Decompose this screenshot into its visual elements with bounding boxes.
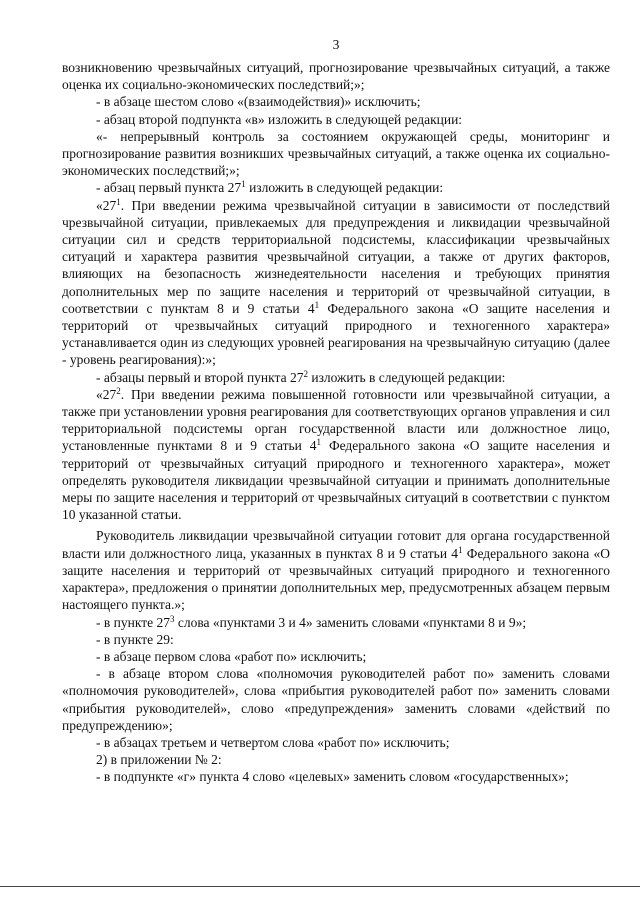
text-run: «- непрерывный контроль за состоянием окружающей среды, мониторинг и прогнозирование развития возникших чрезвычайных ситуаций, а также оценка их социально-экономических последствий;»; [62, 128, 610, 179]
paragraph [62, 768, 610, 785]
text-run: - в пункте 29: [96, 631, 174, 647]
paragraph [62, 751, 610, 768]
superscript: 1 [316, 437, 322, 448]
superscript: 3 [169, 613, 175, 624]
paragraph [62, 614, 610, 631]
paragraph [62, 128, 610, 180]
paragraph [62, 93, 610, 110]
text-run: - в подпункте «г» пункта 4 слово «целевых» заменить словом «государственных»; [96, 769, 569, 785]
paragraph [62, 386, 610, 524]
text-run: «27 [96, 197, 117, 213]
paragraph [62, 179, 610, 196]
bottom-rule [0, 886, 640, 887]
text-run: изложить в следующей редакции: [245, 180, 444, 196]
superscript: 1 [241, 179, 246, 190]
text-run: «27 [96, 386, 117, 402]
text-run: изложить в следующей редакции: [307, 369, 506, 385]
superscript: 1 [116, 196, 121, 207]
text-run: - абзац второй подпункта «в» изложить в следующей редакции: [96, 111, 463, 127]
text-run: . При введении режима чрезвычайной ситуации в зависимости от последствий чрезвычайной ситуации, привлекаемых для предупреждения и ликвидации чрезвычайной ситуации сил и средств территориальной подсистемы, классификации чрезвычайных ситуаций и характера развития чрезвычайной ситуации, а также от других факторов, влияющих на безопасность жизнедеятельности населения и требующих принятия дополнительных мер по защите населения и территорий от чрезвычайной ситуации, в соответствии с пунктам 8 и 9 статьи 4 [62, 197, 610, 316]
superscript: 2 [303, 368, 308, 379]
superscript: 1 [458, 544, 463, 555]
text-run: Федерального закона «О защите населения и территорий от чрезвычайных ситуаций природного и техногенного характера», предложения о принятии дополнительных мер, предусмотренных абзацем первым настоящего пункта.»; [62, 545, 610, 613]
paragraph [62, 369, 610, 386]
text-run: слова «пунктами 3 и 4» заменить словами «пунктами 8 и 9»; [174, 614, 527, 630]
text-run: Федерального закона «О защите населения и территорий от чрезвычайных ситуаций природного и техногенного характера» устанавливается один из следующих уровней реагирования на чрезвычайную ситуацию (далее - уровень реагирования):»; [62, 300, 611, 368]
paragraph [62, 631, 610, 648]
paragraph [62, 734, 610, 751]
text-run: - в абзацах третьем и четвертом слова «работ по» исключить; [96, 734, 450, 750]
paragraph [62, 527, 610, 613]
text-run: 2) в приложении № 2: [96, 752, 222, 768]
text-run: возникновению чрезвычайных ситуаций, прогнозирование чрезвычайных ситуаций, а также оценка их социально-экономических последствий;»; [62, 60, 610, 93]
paragraph [62, 59, 610, 93]
text-run: Федерального закона «О защите населения и территорий от чрезвычайных ситуаций природного и техногенного характера», может определять руководителя ликвидации чрезвычайной ситуации и принимать дополнительные меры по защите населения и территорий от чрезвычайных ситуаций в соответствии с пунктом 10 указанной статьи. [62, 438, 610, 523]
text-run: . При введении режима повышенной готовности или чрезвычайной ситуации, а также при установлении уровня реагирования для соответствующих органов управления и сил территориальной подсистемы орган государственной власти или должностное лицо, установленные пунктами 8 и 9 статьи 4 [62, 386, 610, 454]
text-run: - абзацы первый и второй пункта 27 [96, 369, 304, 385]
text-run: - в абзаце шестом слово «(взаимодействия)» исключить; [96, 94, 421, 110]
paragraph [62, 111, 610, 128]
document-page [62, 36, 610, 786]
text-run: - в пункте 27 [96, 614, 170, 630]
text-run: - в абзаце первом слова «работ по» исключить; [96, 648, 367, 664]
paragraph [62, 197, 610, 369]
superscript: 1 [314, 299, 320, 310]
paragraph [62, 665, 610, 734]
text-run: - в абзаце втором слова «полномочия руководителей работ по» заменить словами «полномочия руководителей», слова «прибытия руководителей работ по» заменить словами «прибытия руководителей», слово «предупреждения» заменить словами «действий по предупреждению»; [62, 666, 610, 733]
page-number: 3 [332, 37, 340, 52]
text-run: - абзац первый пункта 27 [96, 180, 242, 196]
superscript: 2 [116, 385, 121, 396]
paragraph [62, 648, 610, 665]
text-run: Руководитель ликвидации чрезвычайной ситуации готовит для органа государственной власти или должностного лица, указанных в пунктах 8 и 9 статьи 4 [62, 528, 610, 561]
